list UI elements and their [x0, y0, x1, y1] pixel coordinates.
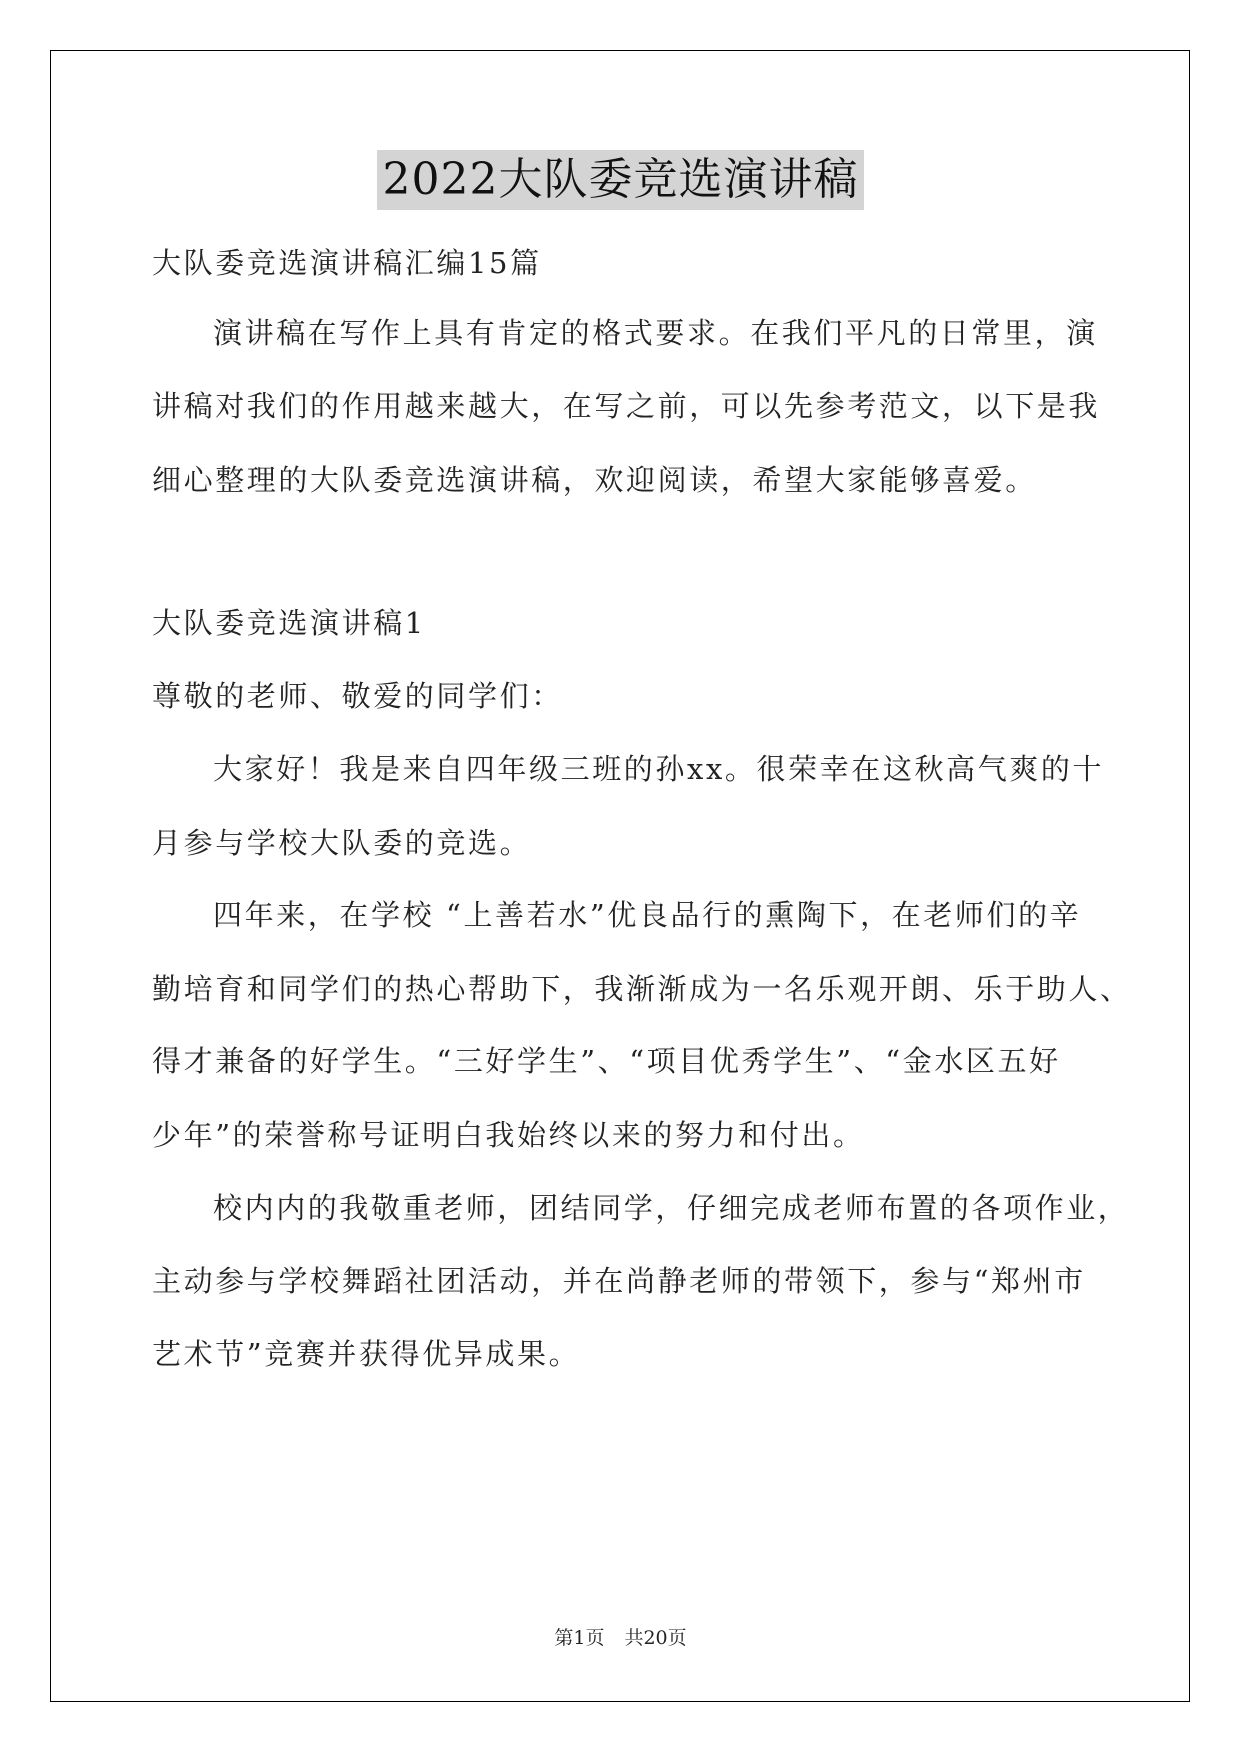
body-line-3: 四年来，在学校 “上善若水”优良品行的熏陶下，在老师们的辛	[213, 898, 1082, 932]
page-total: 共20页	[624, 1627, 687, 1649]
intro-line-3: 细心整理的大队委竞选演讲稿，欢迎阅读，希望大家能够喜爱。	[152, 463, 1037, 497]
document-subtitle: 大队委竞选演讲稿汇编15篇	[152, 246, 542, 280]
intro-line-2: 讲稿对我们的作用越来越大，在写之前，可以先参考范文，以下是我	[152, 389, 1101, 423]
body-line-8: 主动参与学校舞蹈社团活动，并在尚静老师的带领下，参与“郑州市	[152, 1264, 1086, 1298]
body-line-4: 勤培育和同学们的热心帮助下，我渐渐成为一名乐观开朗、乐于助人、	[152, 972, 1132, 1006]
document-title: 2022大队委竞选演讲稿	[377, 150, 865, 210]
title-container	[0, 150, 1241, 210]
page-footer	[0, 1626, 1241, 1650]
page-number: 第1页	[554, 1627, 605, 1649]
body-line-9: 艺术节”竞赛并获得优异成果。	[152, 1337, 581, 1371]
section-heading: 大队委竞选演讲稿1	[152, 606, 426, 640]
greeting: 尊敬的老师、敬爱的同学们：	[152, 679, 563, 713]
body-line-6: 少年”的荣誉称号证明白我始终以来的努力和付出。	[152, 1118, 865, 1152]
intro-line-1: 演讲稿在写作上具有肯定的格式要求。在我们平凡的日常里，演	[213, 316, 1098, 350]
body-line-2: 月参与学校大队委的竞选。	[152, 826, 532, 860]
page-border	[50, 50, 1190, 1702]
body-line-7: 校内内的我敬重老师，团结同学，仔细完成老师布置的各项作业，	[213, 1191, 1130, 1225]
body-line-1: 大家好！我是来自四年级三班的孙xx。很荣幸在这秋高气爽的十	[213, 752, 1105, 786]
body-line-5: 得才兼备的好学生。“三好学生”、“项目优秀学生”、“金水区五好	[152, 1044, 1061, 1078]
